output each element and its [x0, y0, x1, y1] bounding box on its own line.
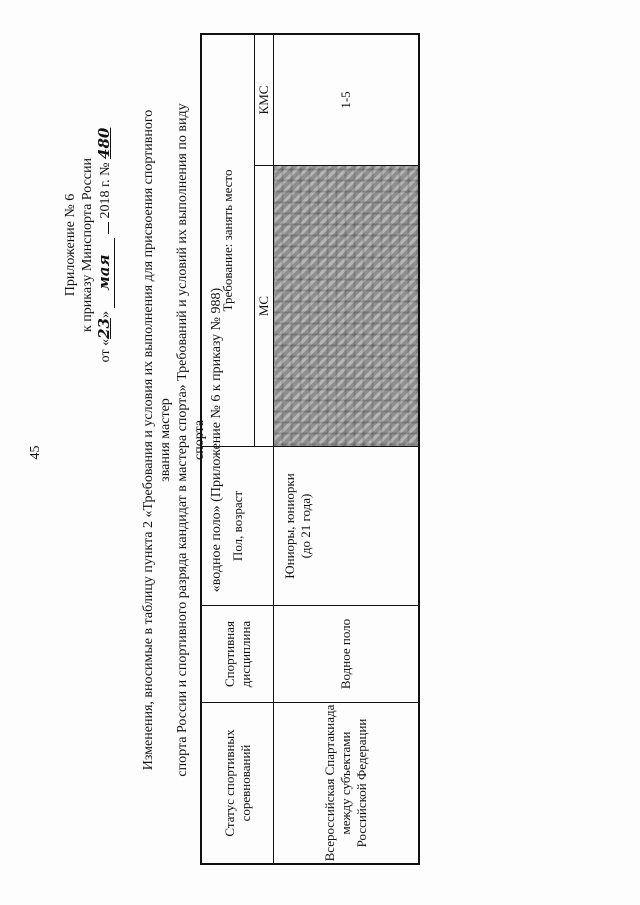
- page-number: 45: [28, 445, 43, 460]
- header-status: Статус спортивных соревнований: [201, 703, 274, 865]
- date-month: мая: [95, 254, 113, 291]
- header-discipline: Спортивная дисциплина: [201, 606, 274, 703]
- header-requirement: Требование: занять место: [201, 34, 255, 447]
- date-prefix: от «: [98, 338, 113, 363]
- cell-sex-age-line2: (до 21 года): [298, 493, 313, 559]
- header-ms: МС: [255, 166, 274, 447]
- header-sex-age: Пол, возраст: [201, 447, 274, 606]
- cell-kms: 1-5: [274, 34, 419, 166]
- requirements-table: [200, 33, 420, 865]
- cell-discipline: Водное поло: [274, 606, 419, 703]
- appendix-order-ref: к приказу Минспорта России: [80, 158, 95, 332]
- order-number: 480: [95, 127, 113, 159]
- date-year: 2018 г. №: [98, 162, 113, 219]
- requirements-table-wrap: [200, 33, 420, 865]
- appendix-title: Приложение № 6: [63, 193, 78, 297]
- cell-status: Всероссийская Спартакиада между субъектами Российской Федерации: [274, 703, 419, 865]
- title-line-1: Изменения, вносимые в таблицу пункта 2 «Требования и условия их выполнения для присвоения спортивного звания мастер: [141, 109, 173, 771]
- title-line-3: «водное поло» (Приложение № 6 к приказу № 988): [209, 287, 224, 593]
- table-row: [274, 34, 419, 864]
- date-blank-spacer: [108, 222, 109, 234]
- date-day: 23: [95, 318, 113, 339]
- cell-sex-age: [274, 447, 419, 606]
- cell-ms-shaded: [274, 166, 419, 447]
- date-month-blank: [96, 238, 115, 308]
- cell-sex-age-line1: Юниоры, юниорки: [282, 473, 297, 579]
- title-line-2: спорта России и спортивного разряда кандидат в мастера спорта» Требований и условий их выполнения по виду спорта: [175, 103, 207, 777]
- header-kms: КМС: [255, 34, 274, 166]
- appendix-date-line: [96, 65, 115, 425]
- date-mid: »: [98, 311, 113, 319]
- appendix-header: [62, 65, 115, 425]
